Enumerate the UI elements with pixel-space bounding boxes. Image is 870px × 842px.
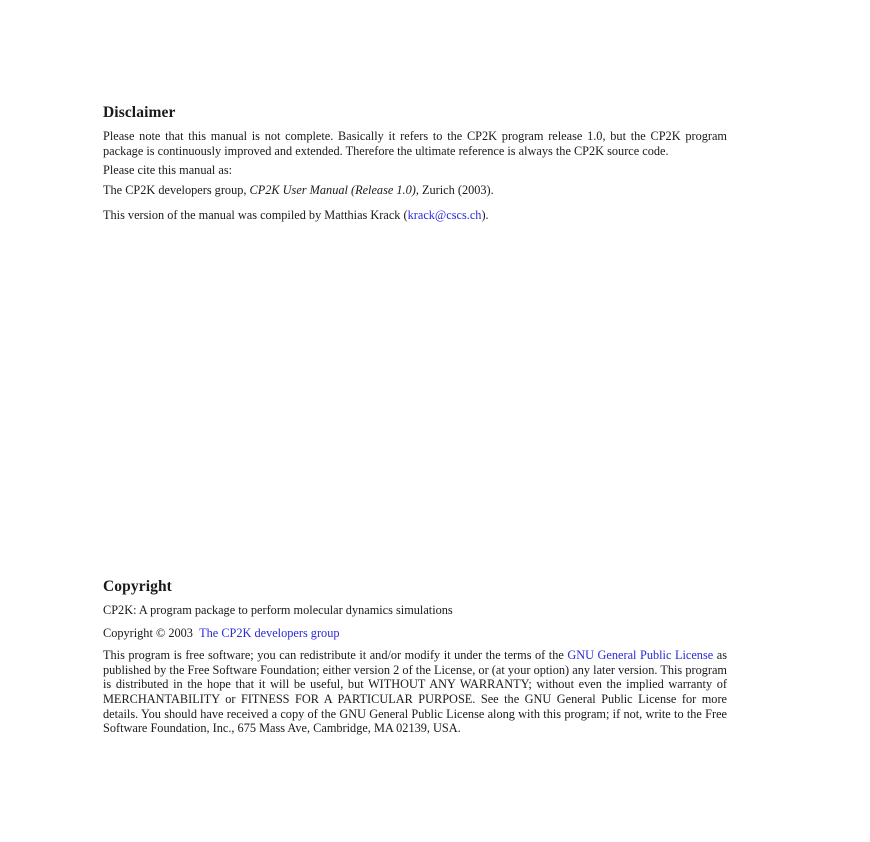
cite-intro: Please cite this manual as: bbox=[103, 163, 233, 178]
disclaimer-heading: Disclaimer bbox=[103, 104, 176, 121]
license-text-start: This program is free software; you can redistribute it and/or modify it under the terms of the bbox=[103, 648, 568, 663]
copyright-heading: Copyright bbox=[103, 578, 172, 595]
copyright-section bbox=[103, 578, 727, 736]
license-paragraph bbox=[103, 648, 727, 736]
copyright-subtitle: CP2K: A program package to perform molecular dynamics simulations bbox=[103, 603, 453, 617]
citation-title: CP2K User Manual (Release 1.0) bbox=[249, 182, 416, 197]
gpl-link[interactable]: GNU General Public License bbox=[567, 648, 714, 663]
compiled-by-end: ). bbox=[481, 208, 489, 223]
copyright-notice bbox=[103, 626, 727, 641]
author-email-link[interactable]: krack@cscs.ch bbox=[407, 208, 482, 223]
citation-place: , Zurich (2003). bbox=[415, 182, 494, 197]
disclaimer-section bbox=[103, 104, 727, 223]
disclaimer-paragraph: Please note that this manual is not complete. Basically it refers to the CP2K program release 1.0, but the CP2K program package is continuously improved and extended. Therefore the ultimate reference is always the CP2K source code. bbox=[103, 129, 727, 158]
compiled-by bbox=[103, 208, 727, 223]
citation-authors: The CP2K developers group, bbox=[103, 182, 247, 197]
developers-group-link[interactable]: The CP2K developers group bbox=[199, 625, 340, 640]
citation bbox=[103, 183, 727, 198]
compiled-by-text: This version of the manual was compiled by Matthias Krack ( bbox=[103, 208, 408, 223]
license-text-rest: as published by the Free Software Foundation; either version 2 of the License, or (at your option) any later version. This program is distributed in the hope that it will be useful, but WITHOUT ANY WARRANTY; without even the implied warranty of MERCHANTABILITY or FITNESS FOR A PARTICULAR PURPOSE. See the GNU General Public License for more details. You should have received a copy of the GNU General Public License along with this program; if not, write to the Free Software Foundation, Inc., 675 Mass Ave, Cambridge, MA 02139, USA. bbox=[103, 648, 727, 736]
copyright-prefix: Copyright © 2003 bbox=[103, 625, 193, 640]
